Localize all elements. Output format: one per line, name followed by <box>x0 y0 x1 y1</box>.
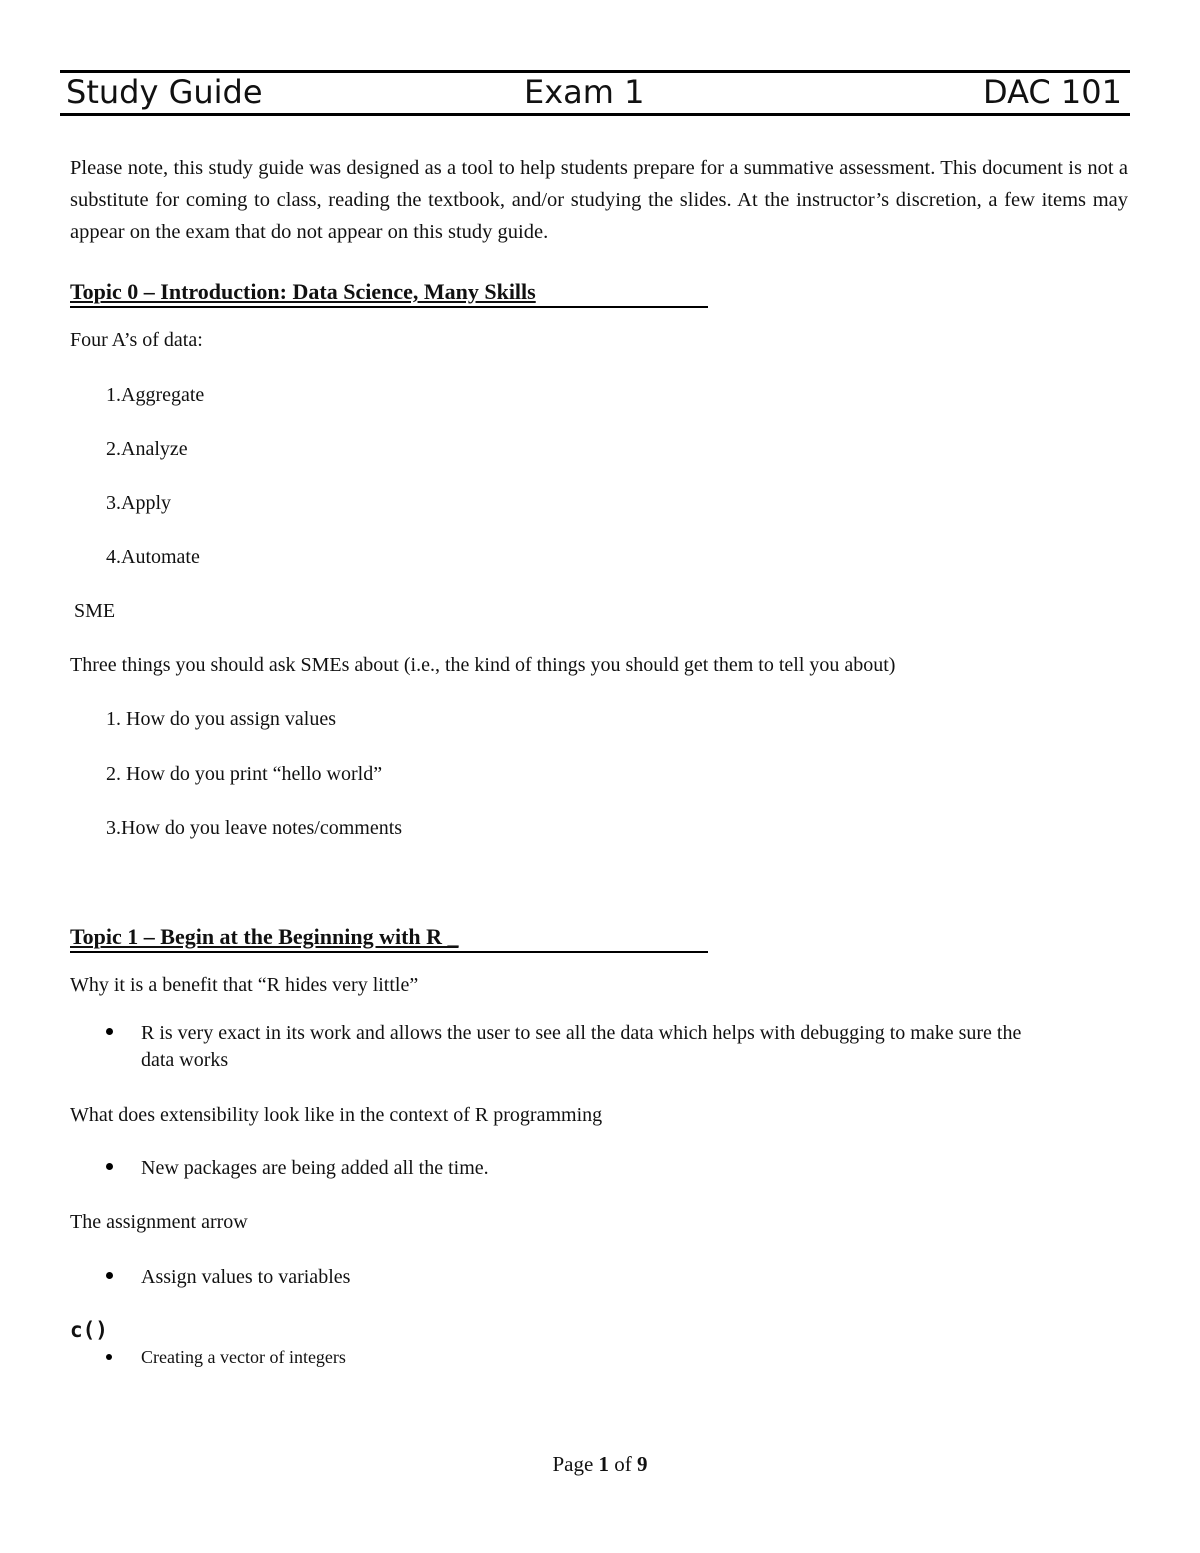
list-item: 3.How do you leave notes/comments <box>106 817 403 839</box>
sme-label: SME <box>74 600 116 622</box>
bullet-icon <box>106 1163 113 1170</box>
topic-1-heading <box>70 923 708 953</box>
header-exam: Exam 1 <box>524 73 645 111</box>
sme-question: Three things you should ask SMEs about (i.e., the kind of things you should get them to tell you about) <box>70 654 896 676</box>
intro-paragraph: Please note, this study guide was designed as a tool to help students prepare for a summative assessment. This document is not a substitute for coming to class, reading the textbook, and/or studying the slides. At the instructor’s discretion, a few items may appear on the exam that do not appear on this study guide. <box>70 157 1128 243</box>
topic-0-heading <box>70 278 708 308</box>
header-bottom-rule <box>60 113 1130 116</box>
bullet-icon <box>106 1028 113 1035</box>
answer-c-function: Creating a vector of integers <box>141 1347 346 1367</box>
page-header <box>66 72 1122 112</box>
question-assignment-arrow: The assignment arrow <box>70 1211 248 1233</box>
bullet-icon <box>106 1354 112 1360</box>
question-r-hides: Why it is a benefit that “R hides very little” <box>70 974 419 996</box>
question-extensibility: What does extensibility look like in the context of R programming <box>70 1104 603 1126</box>
four-as-label: Four A’s of data: <box>70 329 203 351</box>
page-footer <box>0 1451 1200 1477</box>
topic-0-heading-text: Topic 0 – Introduction: Data Science, Many Skills <box>70 279 536 304</box>
function-c-label: c() <box>70 1318 108 1342</box>
answer-r-hides-line2: data works <box>141 1049 229 1071</box>
header-title: Study Guide <box>66 73 263 111</box>
list-item: 2. How do you print “hello world” <box>106 763 383 785</box>
list-item: 2.Analyze <box>106 438 188 460</box>
answer-assignment-arrow: Assign values to variables <box>141 1266 351 1288</box>
header-course: DAC 101 <box>983 73 1122 111</box>
footer-page-number: 1 <box>598 1452 610 1476</box>
footer-of-word: of <box>614 1452 632 1476</box>
footer-page-total: 9 <box>637 1452 648 1476</box>
footer-page-word: Page <box>552 1452 594 1476</box>
bullet-icon <box>106 1272 113 1279</box>
list-item: 4.Automate <box>106 546 200 568</box>
answer-extensibility: New packages are being added all the time. <box>141 1157 489 1179</box>
topic-1-heading-text: Topic 1 – Begin at the Beginning with R _ <box>70 924 459 949</box>
answer-r-hides-line1: R is very exact in its work and allows the user to see all the data which helps with debugging to make sure the <box>141 1022 1022 1044</box>
list-item: 1.Aggregate <box>106 384 205 406</box>
list-item: 1. How do you assign values <box>106 708 336 730</box>
list-item: 3.Apply <box>106 492 171 514</box>
